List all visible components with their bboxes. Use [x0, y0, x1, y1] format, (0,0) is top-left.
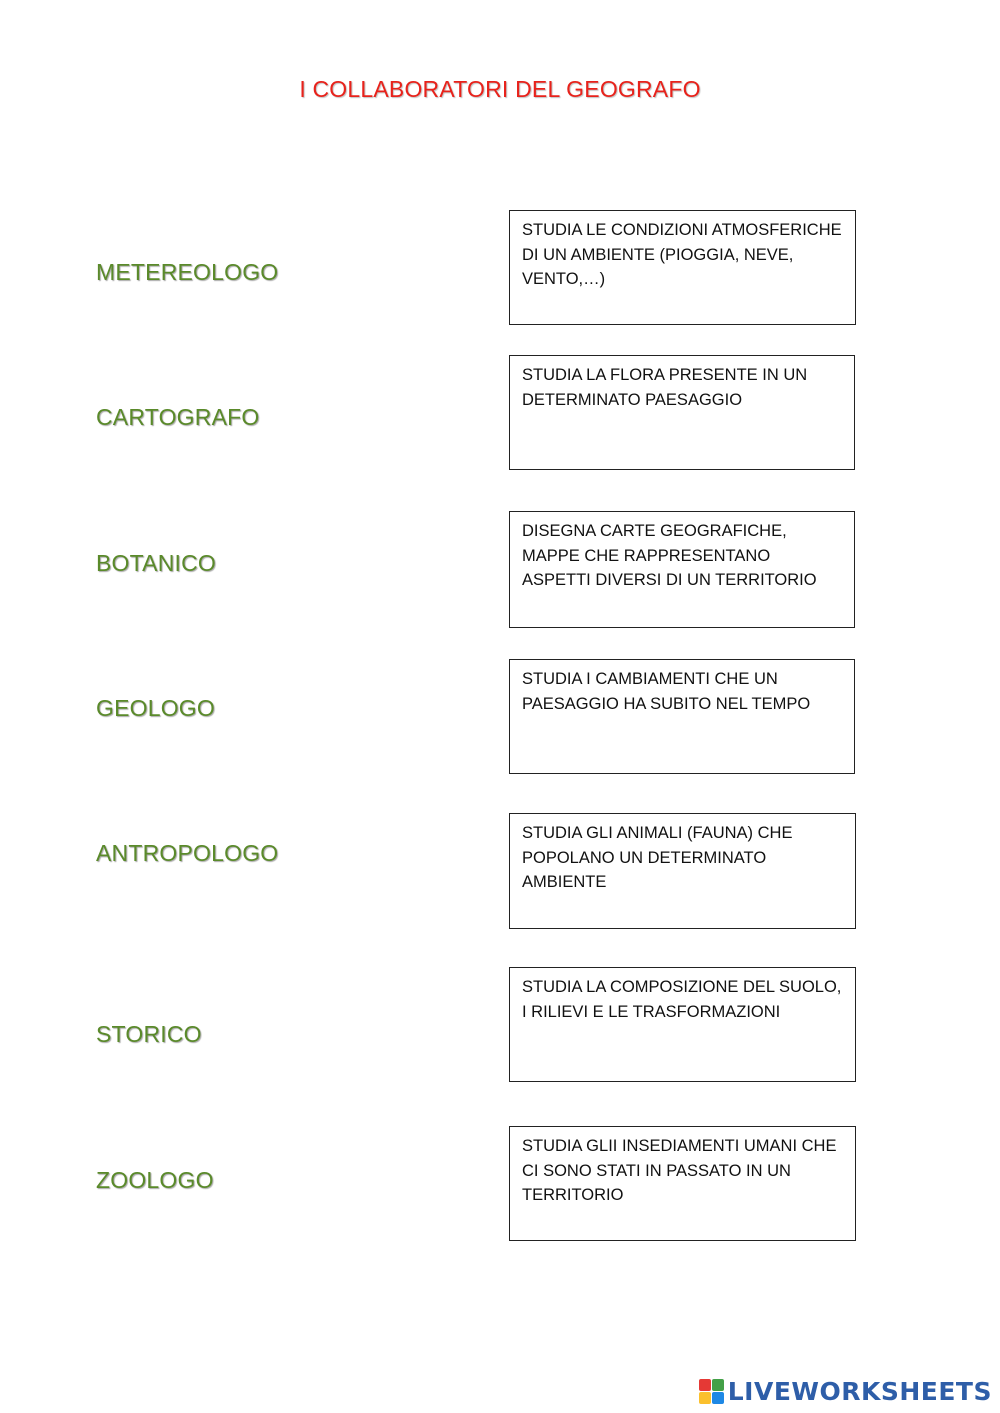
- term-geologo[interactable]: GEOLOGO: [96, 695, 215, 721]
- logo-square-blue: [712, 1392, 724, 1404]
- logo-square-yellow: [699, 1392, 711, 1404]
- term-metereologo[interactable]: METEREOLOGO: [96, 259, 279, 285]
- definition-box-1[interactable]: STUDIA LE CONDIZIONI ATMOSFERICHE DI UN AMBIENTE (PIOGGIA, NEVE, VENTO,…): [509, 210, 856, 325]
- definition-box-4[interactable]: STUDIA I CAMBIAMENTI CHE UN PAESAGGIO HA SUBITO NEL TEMPO: [509, 659, 855, 774]
- term-botanico[interactable]: BOTANICO: [96, 550, 217, 576]
- logo-square-green: [712, 1379, 724, 1391]
- liveworksheets-logo-text: LIVEWORKSHEETS: [727, 1376, 992, 1406]
- definition-box-2[interactable]: STUDIA LA FLORA PRESENTE IN UN DETERMINATO PAESAGGIO: [509, 355, 855, 470]
- liveworksheets-logo-icon: [699, 1379, 724, 1404]
- definition-box-7[interactable]: STUDIA GLII INSEDIAMENTI UMANI CHE CI SONO STATI IN PASSATO IN UN TERRITORIO: [509, 1126, 856, 1241]
- logo-square-red: [699, 1379, 711, 1391]
- term-storico[interactable]: STORICO: [96, 1021, 202, 1047]
- term-zoologo[interactable]: ZOOLOGO: [96, 1167, 214, 1193]
- liveworksheets-logo: [699, 1375, 992, 1407]
- definition-box-3[interactable]: DISEGNA CARTE GEOGRAFICHE, MAPPE CHE RAPPRESENTANO ASPETTI DIVERSI DI UN TERRITORIO: [509, 511, 855, 628]
- page-title: I COLLABORATORI DEL GEOGRAFO: [299, 76, 701, 102]
- definition-box-5[interactable]: STUDIA GLI ANIMALI (FAUNA) CHE POPOLANO UN DETERMINATO AMBIENTE: [509, 813, 856, 929]
- definition-box-6[interactable]: STUDIA LA COMPOSIZIONE DEL SUOLO, I RILIEVI E LE TRASFORMAZIONI: [509, 967, 856, 1082]
- term-cartografo[interactable]: CARTOGRAFO: [96, 404, 260, 430]
- term-antropologo[interactable]: ANTROPOLOGO: [96, 840, 279, 866]
